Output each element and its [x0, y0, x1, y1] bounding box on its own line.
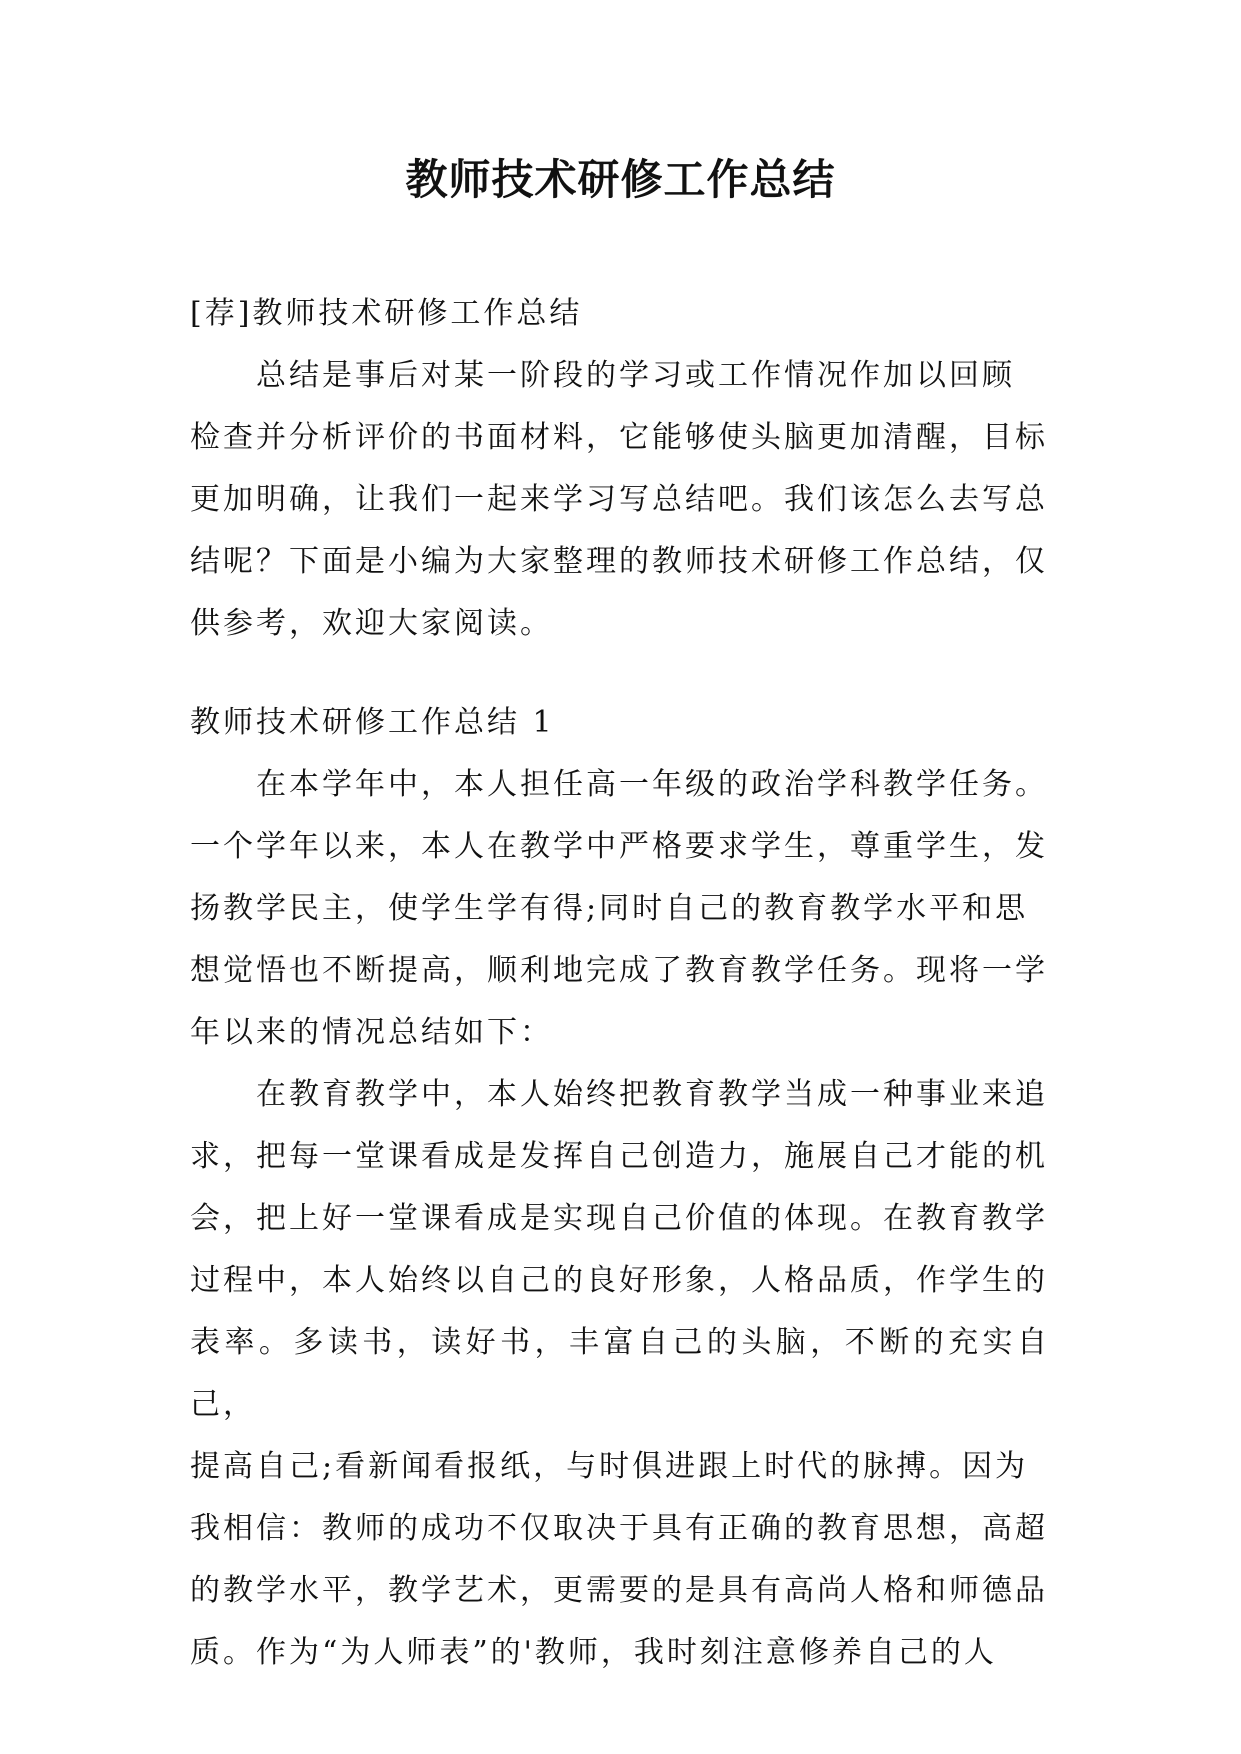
body-paragraph-1: 在本学年中，本人担任高一年级的政治学科教学任务。 一个学年以来，本人在教学中严格要求学生，尊重学生，发 扬教学民主，使学生学有得;同时自己的教育教学水平和思 想觉悟也不断提高，顺利地完成了教育教学任务。现将一学 年以来的情况总结如下： — [190, 767, 1048, 1050]
body-paragraph-2: 在教育教学中，本人始终把教育教学当成一种事业来追 求，把每一堂课看成是发挥自己创造力，施展自己才能的机 会，把上好一堂课看成是实现自己价值的体现。在教育教学 过程中，本人始终以自己的良好形象，人格品质，作学生的 表率。多读书，读好书，丰富自己的头脑，不断的充实自己， 提高自己;看新闻看报纸，与时俱进跟上时代的脉搏。因为 我相信：教师的成功不仅取决于具有正确的教育思想，高超 的教学水平，教学艺术，更需要的是具有高尚人格和师德品 质。作为“为人师表”的'教师，我时刻注意修养自己的人 — [190, 1077, 1050, 1670]
intro-paragraph: 总结是事后对某一阶段的学习或工作情况作加以回顾 检查并分析评价的书面材料，它能够使头脑更加清醒，目标 更加明确，让我们一起来学习写总结吧。我们该怎么去写总 结呢？下面是小编为大家整理的教师技术研修工作总结，仅 供参考，欢迎大家阅读。 — [190, 358, 1048, 641]
document-subtitle: [荐]教师技术研修工作总结 — [190, 296, 583, 331]
document-title: 教师技术研修工作总结 — [405, 155, 836, 204]
section-heading: 教师技术研修工作总结 1 — [190, 705, 555, 740]
